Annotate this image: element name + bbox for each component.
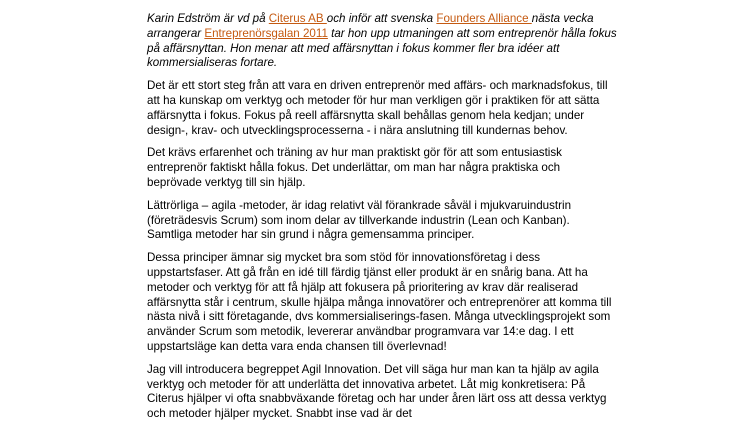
intro-text-2: och inför att svenska (326, 12, 437, 25)
entreprenorsgalan-link[interactable]: Entreprenörsgalan 2011 (204, 26, 328, 40)
intro-text-3: nästa vecka arrangerar (147, 12, 594, 40)
body-paragraph-2: Det krävs erfarenhet och träning av hur man praktiskt gör för att som entusiastisk entreprenör faktiskt hålla fokus. Det underlättar, om man har några praktiska och beprövade verktyg till sin hjälp. (147, 146, 562, 189)
body-paragraph-1: Det är ett stort steg från att vara en driven entreprenör med affärs- och marknadsfokus, till att ha kunskap om verktyg och metoder för hur man verkligen gör i praktiken för att sätta affärsnytta i fokus. Fokus på reell affärsnytta skall behållas genom hela kedjan; under design-, krav- och utvecklingsprocesserna - i nära anslutning till kundernas behov. (147, 79, 608, 137)
article (147, 12, 617, 430)
body-paragraph-5: Jag vill introducera begreppet Agil Innovation. Det vill säga hur man kan ta hjälp av agila verktyg och metoder för att underlätta det innovativa arbetet. Låt mig konkretisera: På Citerus hjälper vi ofta snabbväxande företag och har under åren lärt oss att dessa verktyg och metoder hjälper mycket. Snabbt inse vad är det (147, 362, 607, 421)
founders-alliance-link[interactable]: Founders Alliance (436, 12, 532, 25)
intro-paragraph (147, 12, 617, 71)
intro-text-4: tar hon upp utmaningen att som entreprenör hålla fokus på affärsnyttan. Hon menar att med affärsnyttan i fokus kommer fler bra idéer att kommersialiseras fortare. (147, 26, 617, 70)
body-paragraph-3: Lättrörliga – agila -metoder, är idag relativt väl förankrade såväl i mjukvaruindustrin (företrädesvis Scrum) som inom delar av tillverkande industrin (Lean och Kanban). Samtliga metoder har sin grund i några gemensamma principer. (147, 198, 572, 242)
intro-text-1: Karin Edström är vd på (147, 12, 269, 25)
body-paragraph-4: Dessa principer ämnar sig mycket bra som stöd för innovationsföretag i dess uppstartsfaser. Att gå från en idé till färdig tjänst eller produkt är en snårig bana. Att ha metoder och verktyg för att få hjälp att fokusera på prioritering av krav där realiserad affärsnytta står i centrum, skulle hjälpa många innovatörer och entreprenörer att komma till nästa nivå i sitt företagande, dvs kommersialiserings-fasen. Många utvecklingsprojekt som använder Scrum som metodik, levererar användbar programvara var 14:e dag. I ett uppstartsläge kan detta vara enda chansen till överlevnad! (147, 251, 612, 353)
citerus-link[interactable]: Citerus AB (268, 12, 327, 25)
